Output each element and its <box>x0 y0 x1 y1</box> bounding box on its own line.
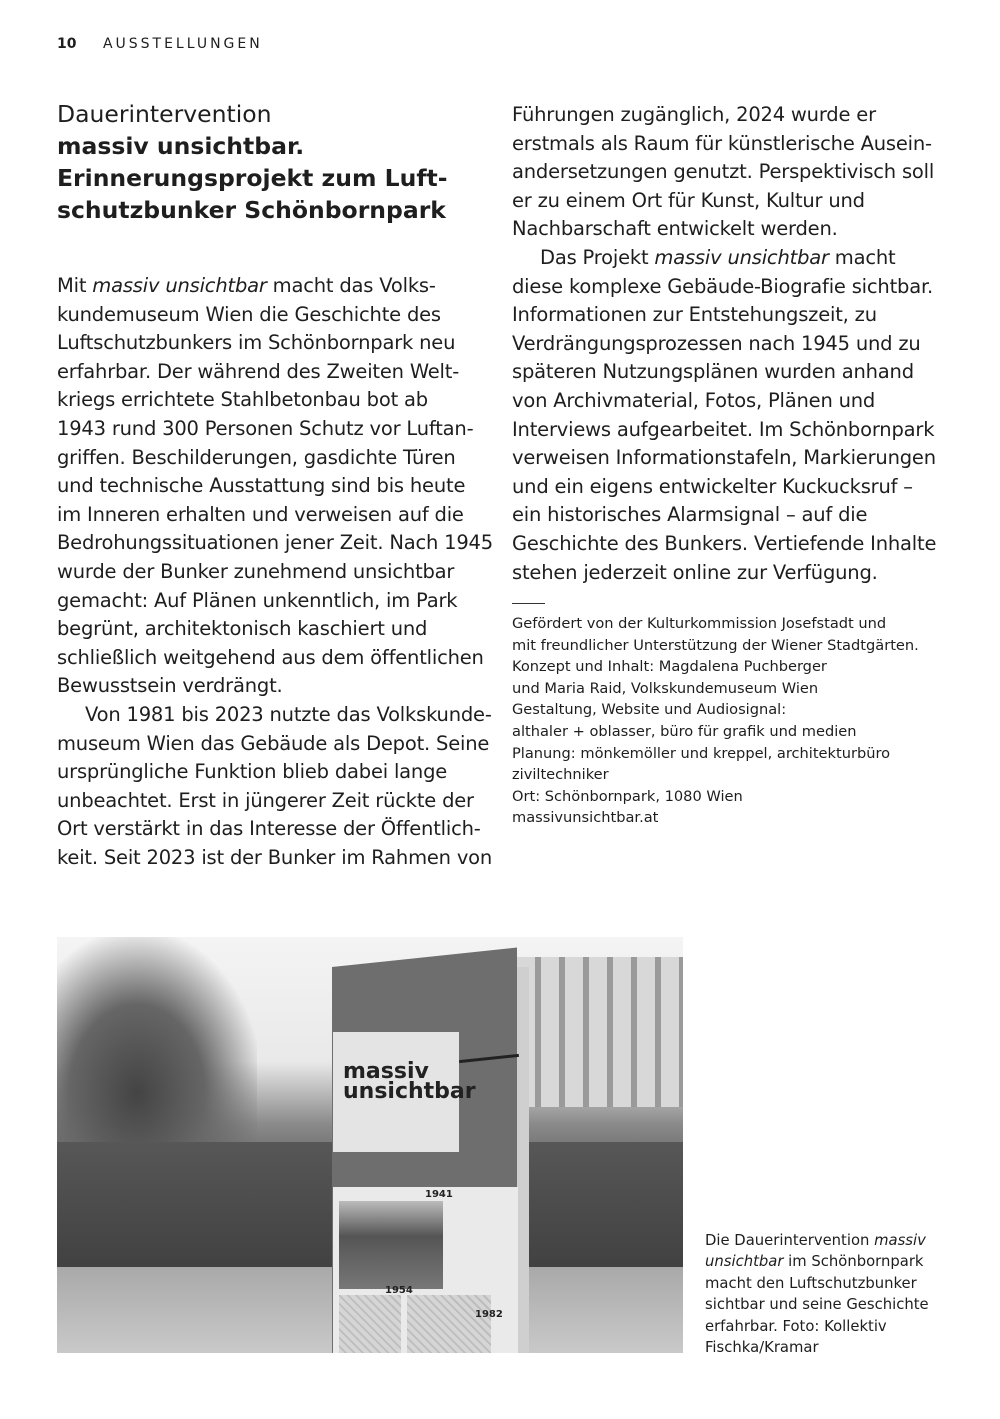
credit-line: Gestaltung, Website und Audiosignal: <box>512 701 787 719</box>
credits-block <box>512 613 919 829</box>
text-line <box>512 444 936 473</box>
text-segment: ursprüngliche Funktion blieb dabei lange <box>57 760 448 784</box>
text-segment: Die Dauerintervention <box>705 1232 875 1249</box>
text-segment: Geschichte des Bunkers. Vertiefende Inhalte <box>512 531 937 555</box>
text-segment: verweisen Informationstafeln, Markierungen <box>512 446 936 470</box>
text-segment: Fischka/Kramar <box>705 1339 819 1357</box>
panel-year: 1941 <box>425 1189 453 1200</box>
text-line <box>57 501 493 530</box>
article-headline <box>57 98 487 226</box>
text-segment: keit. Seit 2023 ist der Bunker im Rahmen von <box>57 845 493 869</box>
page-number: 10 <box>57 36 77 52</box>
text-line <box>57 730 493 759</box>
text-segment: im Schönbornpark <box>783 1253 924 1271</box>
photo-caption <box>705 1230 929 1358</box>
text-line <box>57 558 493 587</box>
text-line <box>57 644 493 673</box>
text-line <box>705 1251 929 1272</box>
photo-sign-edge <box>517 967 529 1353</box>
text-line <box>705 1230 929 1251</box>
credit-line: und Maria Raid, Volkskundemuseum Wien <box>512 679 819 697</box>
text-segment: gemacht: Auf Plänen unkenntlich, im Park <box>57 588 458 612</box>
text-segment: macht <box>828 245 896 269</box>
text-line <box>705 1337 929 1358</box>
body-column-left <box>57 272 493 872</box>
credit-line: Planung: mönkemöller und kreppel, architekturbüro <box>512 744 891 762</box>
text-segment: Führungen zugänglich, 2024 wurde er <box>512 103 876 126</box>
headline-title-line: massiv unsichtbar. <box>57 132 305 160</box>
credit-line: ziviltechniker <box>512 766 609 784</box>
panel-photo <box>339 1201 443 1289</box>
credit-line: Ort: Schönbornpark, 1080 Wien <box>512 787 743 805</box>
panel-year: 1982 <box>475 1309 503 1320</box>
headline-title-line: schutzbunker Schönbornpark <box>57 196 446 224</box>
text-segment: begrünt, architektonisch kaschiert und <box>57 617 428 641</box>
text-line <box>512 187 936 216</box>
photo-building <box>517 957 683 1107</box>
text-segment: kundemuseum Wien die Geschichte des <box>57 302 441 326</box>
text-segment: Ort verstärkt in das Interesse der Öffentlich- <box>57 817 481 841</box>
text-line <box>512 215 936 244</box>
text-segment: schließlich weitgehend aus dem öffentlichen <box>57 645 484 669</box>
text-segment: macht den Luftschutzbunker <box>705 1274 917 1292</box>
text-segment: diese komplexe Gebäude-Biografie sichtbar. <box>512 274 933 298</box>
text-line <box>512 530 936 559</box>
text-segment: er zu einem Ort für Kunst, Kultur und <box>512 188 865 212</box>
text-line <box>512 416 936 445</box>
text-line <box>512 473 936 502</box>
text-line <box>57 615 493 644</box>
text-line <box>57 472 493 501</box>
panel-map <box>339 1295 401 1353</box>
section-title: AUSSTELLUNGEN <box>102 36 263 52</box>
text-segment: unbeachtet. Erst in jüngerer Zeit rückte der <box>57 788 474 812</box>
credit-line: Konzept und Inhalt: Magdalena Puchberger <box>512 658 827 676</box>
text-segment: Interviews aufgearbeitet. Im Schönbornpark <box>512 417 935 441</box>
text-segment: Verdrängungsprozessen nach 1945 und zu <box>512 331 921 355</box>
sign-logo-line: massiv <box>343 1059 429 1084</box>
text-line <box>512 101 936 130</box>
text-line <box>57 272 493 301</box>
text-line <box>512 330 936 359</box>
text-segment: 1943 rund 300 Personen Schutz vor Luftan- <box>57 416 474 440</box>
text-segment: von Archivmaterial, Fotos, Plänen und <box>512 388 876 412</box>
text-segment: und technische Ausstattung sind bis heute <box>57 474 466 498</box>
text-line <box>512 158 936 187</box>
text-line <box>57 587 493 616</box>
text-segment: Bewusstsein verdrängt. <box>57 674 283 698</box>
text-line <box>512 559 936 588</box>
body-column-right <box>512 101 936 587</box>
italic-title: massiv <box>874 1232 926 1249</box>
text-line <box>512 130 936 159</box>
text-line <box>512 244 936 273</box>
text-line <box>57 444 493 473</box>
text-segment: erfahrbar. Der während des Zweiten Welt- <box>57 359 460 383</box>
text-line <box>705 1294 929 1315</box>
text-line <box>57 815 493 844</box>
text-line <box>57 701 493 730</box>
panel-year: 1954 <box>385 1285 413 1296</box>
text-line <box>57 301 493 330</box>
text-segment: sichtbar und seine Geschichte <box>705 1296 929 1314</box>
text-segment: Nachbarschaft entwickelt werden. <box>512 217 838 241</box>
text-line <box>57 787 493 816</box>
text-segment: museum Wien das Gebäude als Depot. Seine <box>57 731 490 755</box>
text-line <box>57 386 493 415</box>
credit-line: mit freundlicher Unterstützung der Wiener Stadtgärten. <box>512 636 919 654</box>
text-line <box>512 501 936 530</box>
photo-schoenbornpark-sign <box>57 937 683 1353</box>
text-segment: Mit <box>57 274 93 297</box>
text-segment: Bedrohungssituationen jener Zeit. Nach 1945 <box>57 531 493 555</box>
text-segment: ein historisches Alarmsignal – auf die <box>512 503 868 527</box>
italic-title: unsichtbar <box>705 1253 784 1271</box>
italic-title: massiv unsichtbar <box>92 274 267 297</box>
text-line <box>705 1316 929 1337</box>
text-line <box>512 273 936 302</box>
text-line <box>57 844 493 873</box>
text-line <box>512 387 936 416</box>
photo-info-panel <box>333 1187 518 1353</box>
text-segment: stehen jederzeit online zur Verfügung. <box>512 560 878 584</box>
headline-kicker: Dauerintervention <box>57 100 272 128</box>
text-line <box>57 415 493 444</box>
credit-line: massivunsichtbar.at <box>512 809 659 827</box>
credit-line: Gefördert von der Kulturkommission Josefstadt und <box>512 615 887 632</box>
text-line <box>57 529 493 558</box>
text-line <box>512 301 936 330</box>
text-segment: späteren Nutzungsplänen wurden anhand <box>512 360 914 384</box>
photo-sign-logo <box>333 1032 476 1152</box>
text-line <box>512 358 936 387</box>
panel-map <box>407 1295 491 1353</box>
text-segment: Das Projekt <box>540 245 655 269</box>
sign-logo-line: unsichtbar <box>343 1079 476 1104</box>
text-segment: erfahrbar. Foto: Kollektiv <box>705 1317 887 1335</box>
text-segment: und ein eigens entwickelter Kuckucksruf – <box>512 474 913 498</box>
text-segment: im Inneren erhalten und verweisen auf die <box>57 502 464 526</box>
text-line <box>57 358 493 387</box>
credit-line: althaler + oblasser, büro für grafik und medien <box>512 722 857 740</box>
text-line <box>57 329 493 358</box>
italic-title: massiv unsichtbar <box>654 245 829 269</box>
page-header <box>57 36 263 52</box>
credits-divider <box>512 603 545 604</box>
text-segment: andersetzungen genutzt. Perspektivisch soll <box>512 160 935 184</box>
text-segment: Luftschutzbunkers im Schönbornpark neu <box>57 331 456 355</box>
text-segment: Informationen zur Entstehungszeit, zu <box>512 303 877 327</box>
text-segment: kriegs errichtete Stahlbetonbau bot ab <box>57 388 428 412</box>
headline-title-line: Erinnerungsprojekt zum Luft- <box>57 164 448 192</box>
text-segment: macht das Volks- <box>266 274 436 297</box>
text-segment: Von 1981 bis 2023 nutzte das Volkskunde- <box>85 702 492 726</box>
text-line <box>57 672 493 701</box>
text-segment: erstmals als Raum für künstlerische Ausein- <box>512 131 932 155</box>
text-segment: wurde der Bunker zunehmend unsichtbar <box>57 559 455 583</box>
text-segment: griffen. Beschilderungen, gasdichte Türen <box>57 445 456 469</box>
text-line <box>705 1273 929 1294</box>
text-line <box>57 758 493 787</box>
